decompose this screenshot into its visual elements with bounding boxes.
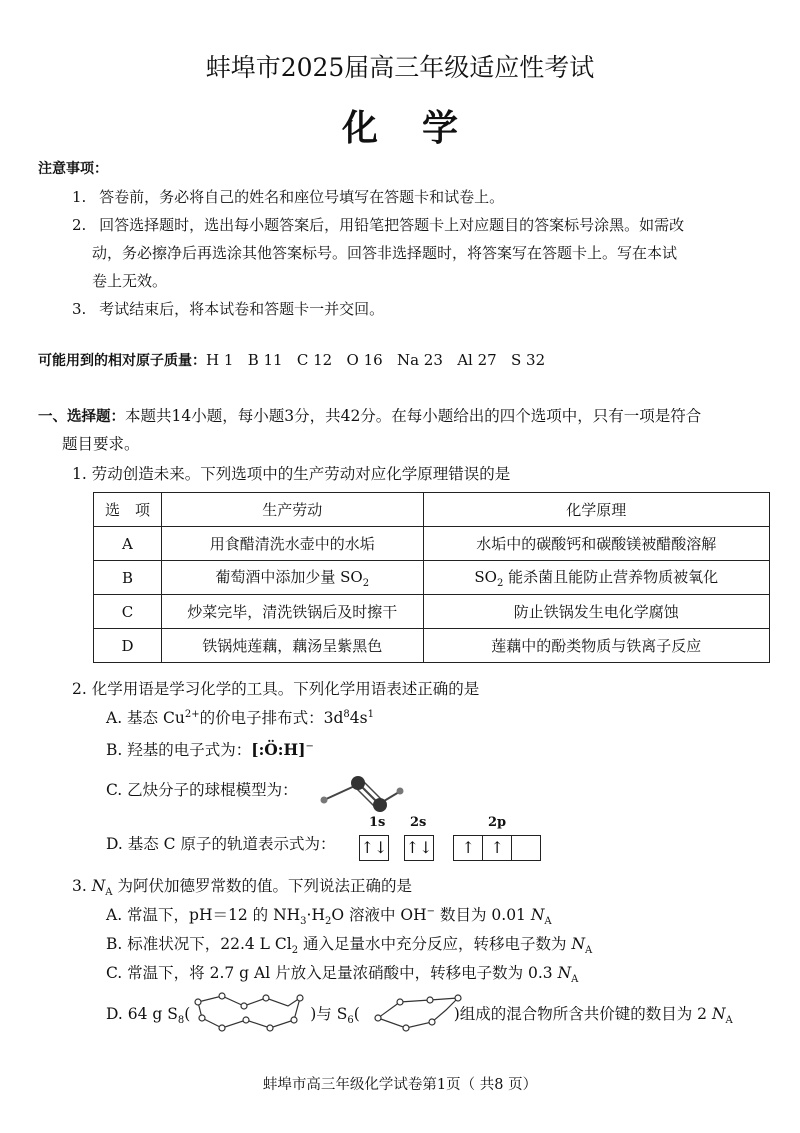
hydrogen-atom bbox=[321, 797, 328, 804]
subject-title: 化学 bbox=[341, 107, 502, 149]
notice-number: 1. bbox=[72, 188, 87, 206]
section-title: 一、选择题： bbox=[38, 409, 125, 425]
avogadro-symbol: N bbox=[557, 964, 572, 982]
question-1-table bbox=[93, 492, 770, 663]
orbital-label-2s: 2s bbox=[410, 815, 427, 830]
superscript: 1 bbox=[367, 708, 374, 720]
orbital-box-2p-3 bbox=[512, 835, 541, 861]
option-text: B. 标准状况下，22.4 L Cl bbox=[106, 935, 292, 953]
electron-formula: [:Ö:H] bbox=[251, 740, 306, 759]
option-text: 数目为 0.01 bbox=[435, 906, 531, 924]
option-text: ·H bbox=[306, 906, 325, 924]
carbon-atom bbox=[373, 798, 387, 812]
question-3-option-a bbox=[106, 903, 552, 927]
subscript: A bbox=[105, 887, 113, 899]
table-row bbox=[94, 527, 770, 561]
table-header-cell: 化学原理 bbox=[423, 493, 769, 527]
orbital-box-1s: ↑↓ bbox=[359, 835, 389, 861]
table-row bbox=[94, 629, 770, 663]
orbital-label-2p: 2p bbox=[488, 815, 507, 830]
principle-cell bbox=[423, 561, 769, 595]
labor-text: 葡萄酒中添加少量 SO bbox=[215, 568, 363, 586]
acetylene-ball-stick-model bbox=[314, 764, 404, 814]
notice-text: 动，务必擦净后再选涂其他答案标号。回答非选择题时，将答案写在答题卡上。写在本试 bbox=[92, 244, 678, 262]
question-2-stem: 2. 化学用语是学习化学的工具。下列化学用语表述正确的是 bbox=[72, 680, 480, 698]
principle-text: 能杀菌且能防止营养物质被氧化 bbox=[503, 568, 719, 586]
table-row bbox=[94, 595, 770, 629]
option-cell: A bbox=[94, 527, 162, 561]
subscript: A bbox=[585, 945, 593, 957]
subscript: 3 bbox=[300, 916, 307, 928]
subscript: 2 bbox=[496, 578, 504, 589]
notice-number: 3. bbox=[72, 300, 87, 318]
avogadro-symbol: N bbox=[711, 1005, 726, 1023]
option-text: 4s bbox=[349, 709, 368, 727]
notice-text: 考试结束后，将本试卷和答题卡一并交回。 bbox=[99, 300, 385, 318]
subscript: 2 bbox=[362, 578, 370, 589]
principle-cell: 防止铁锅发生电化学腐蚀 bbox=[423, 595, 769, 629]
section-description-cont: 题目要求。 bbox=[62, 435, 140, 453]
notice-heading: 注意事项： bbox=[38, 161, 108, 177]
subscript: 8 bbox=[177, 1015, 185, 1027]
option-cell: D bbox=[94, 629, 162, 663]
subscript: A bbox=[571, 974, 579, 986]
s8-ring-structure bbox=[192, 992, 308, 1032]
question-3-stem bbox=[72, 874, 412, 898]
question-2-option-c bbox=[106, 778, 298, 800]
option-cell: C bbox=[94, 595, 162, 629]
subscript: A bbox=[544, 916, 552, 928]
stem-text: 为阿伏加德罗常数的值。下列说法正确的是 bbox=[112, 877, 412, 895]
option-text: )组成的混合物所含共价键的数目为 2 bbox=[453, 1005, 712, 1023]
option-text: O 溶液中 OH bbox=[331, 906, 427, 924]
subscript: 2 bbox=[324, 916, 332, 928]
question-2-option-b bbox=[106, 738, 314, 760]
table-row bbox=[94, 561, 770, 595]
table-header-cell: 选 项 bbox=[94, 493, 162, 527]
orbital-diagram bbox=[359, 835, 541, 861]
subscript: A bbox=[725, 1015, 733, 1027]
subscript: 6 bbox=[347, 1015, 354, 1027]
atomic-masses bbox=[38, 350, 545, 370]
question-2-option-d bbox=[106, 832, 335, 854]
question-1-stem: 1. 劳动创造未来。下列选项中的生产劳动对应化学原理错误的是 bbox=[72, 465, 511, 483]
hydrogen-atom bbox=[397, 788, 404, 795]
table-header-row bbox=[94, 493, 770, 527]
notice-number: 2. bbox=[72, 216, 87, 234]
option-text: B. 羟基的电子式为： bbox=[106, 741, 252, 759]
orbital-label-1s: 1s bbox=[369, 815, 386, 830]
question-3-option-d: D. 64 g $S_8$( )与 $S_6$( )组成的混合物所含共价键的数目为 2 $N_A$ bbox=[106, 1005, 733, 1027]
labor-cell: 炒菜完毕，清洗铁锅后及时擦干 bbox=[161, 595, 423, 629]
superscript: 8 bbox=[343, 708, 350, 720]
atomic-masses-label: 可能用到的相对原子质量： bbox=[38, 353, 206, 369]
option-text: D. 64 g S bbox=[106, 1005, 178, 1023]
principle-cell: 莲藕中的酚类物质与铁离子反应 bbox=[423, 629, 769, 663]
section-description: 本题共14小题，每小题3分，共42分。在每小题给出的四个选项中，只有一项是符合 bbox=[125, 407, 702, 425]
question-3-option-c bbox=[106, 961, 578, 985]
option-text: )与 S bbox=[310, 1005, 348, 1023]
option-text: C. 常温下，将 2.7 g Al 片放入足量浓硝酸中，转移电子数为 0.3 bbox=[106, 964, 558, 982]
atomic-masses-values: H 1 B 11 C 12 O 16 Na 23 Al 27 S 32 bbox=[206, 351, 546, 369]
notice-text: 回答选择题时，选出每小题答案后，用铅笔把答题卡上对应题目的答案标号涂黑。如需改 bbox=[99, 216, 685, 234]
avogadro-symbol: N bbox=[91, 877, 106, 895]
table-header-cell: 生产劳动 bbox=[161, 493, 423, 527]
section-heading bbox=[38, 404, 701, 426]
principle-text: SO bbox=[474, 568, 497, 586]
orbital-box-2p-1: ↑ bbox=[453, 835, 483, 861]
avogadro-symbol: N bbox=[571, 935, 586, 953]
option-text: 通入足量水中充分反应，转移电子数为 bbox=[298, 935, 572, 953]
notice-text: 答卷前，务必将自己的姓名和座位号填写在答题卡和试卷上。 bbox=[99, 188, 505, 206]
option-text: C. 乙炔分子的球棍模型为： bbox=[106, 781, 298, 799]
option-text: D. 基态 C 原子的轨道表示式为： bbox=[106, 835, 336, 853]
superscript: − bbox=[426, 905, 436, 917]
subscript: 2 bbox=[291, 945, 299, 957]
principle-cell: 水垢中的碳酸钙和碳酸镁被醋酸溶解 bbox=[423, 527, 769, 561]
orbital-box-2p-2: ↑ bbox=[483, 835, 512, 861]
question-2-option-a bbox=[106, 706, 374, 728]
superscript: 2+ bbox=[184, 708, 200, 720]
option-text: A. 基态 Cu bbox=[106, 709, 185, 727]
s6-ring-structure bbox=[372, 992, 466, 1032]
labor-cell: 铁锅炖莲藕，藕汤呈紫黑色 bbox=[161, 629, 423, 663]
page-footer: 蚌埠市高三年级化学试卷第1页（ 共8 页） bbox=[262, 1077, 538, 1093]
labor-cell: 用食醋清洗水壶中的水垢 bbox=[161, 527, 423, 561]
option-text: A. 常温下，pH＝12 的 NH bbox=[106, 906, 301, 924]
superscript: − bbox=[305, 740, 314, 752]
question-number: 3. bbox=[72, 877, 92, 895]
notice-text: 卷上无效。 bbox=[92, 272, 168, 290]
option-text: 的价电子排布式：3d bbox=[199, 709, 344, 727]
carbon-atom bbox=[351, 776, 365, 790]
question-3-option-b bbox=[106, 932, 592, 956]
option-cell: B bbox=[94, 561, 162, 595]
labor-cell bbox=[161, 561, 423, 595]
orbital-box-2s: ↑↓ bbox=[404, 835, 434, 861]
avogadro-symbol: N bbox=[530, 906, 545, 924]
exam-title: 蚌埠市2025届高三年级适应性考试 bbox=[205, 53, 595, 82]
